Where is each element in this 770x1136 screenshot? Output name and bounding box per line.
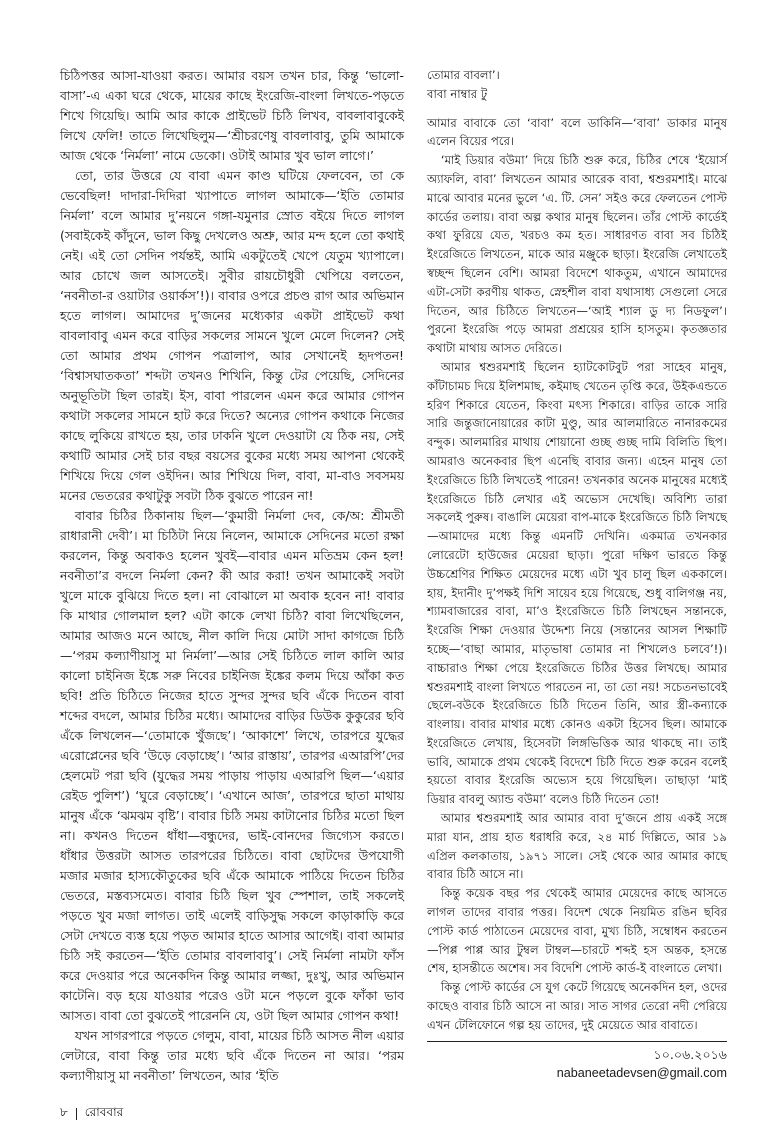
signature-line: তোমার বাবলা’। [427,68,500,82]
footer-separator [76,1108,77,1120]
section-heading: বাবা নাম্বার টু [427,86,488,101]
article-date: ১০.০৬.২০১৬ [653,1046,727,1062]
page-number: ৮ [60,1105,68,1119]
paragraph: আমার বাবাকে তো ‘বাবা’ বলে ডাকিনি—‘বাবা’ ডাকার মানুষ এলেন বিয়ের পরে। [427,115,727,149]
author-email[interactable]: nabaneetadevsen@gmail.com [556,1066,727,1081]
right-column [427,66,727,1083]
section-name: রোববার [84,1105,124,1119]
paragraph: ‘মাই ডিয়ার বউমা’ দিয়ে চিঠি শুরু করে, চিঠির শেষে ‘ইয়োর্স অ্যাফলি, বাবা’ লিখতেন আমার আরেক বাবা, শ্বশুরমশাই। মাঝে মাঝে আবার মনের ভুলে ‘এ. টি. সেন’ সইও করে ফেলতেন পোস্ট কার্ডের তলায়। বাবা অল্প কথার মানুষ ছিলেন। তাঁর পোস্ট কার্ডেই কথা ফুরিয়ে যেত, খরচও কম হত। সাধারণত বাবা সব চিঠিই ইংরেজিতে লিখতেন, মাকে আর মঞ্জুকে ছাড়া। ইংরেজি লেখাতেই স্বচ্ছন্দ ছিলেন বেশি। আমরা বিদেশে থাকতুম, এখানে আমাদের এটা-সেটা করণীয় থাকত, স্নেহশীল বাবা যথাসাধ্য সেগুলো সেরে দিতেন, আর চিঠিতে লিখতেন—‘আই শ্যাল ডু দ্য নিডফুল’। পুরনো ইংরেজি পড়ে আমরা প্রশ্রয়ের হাসি হাসতুম। কৃতজ্ঞতার কথাটা মাথায় আসত দেরিতে। [427,153,727,356]
article-meta [427,1046,727,1084]
left-column [60,66,404,1086]
paragraph: তো, তার উত্তরে যে বাবা এমন কাণ্ড ঘটিয়ে ফেলবেন, তা কে ভেবেছিল! দাদারা-দিদিরা খ্যাপাতে লাগল আমাকে—‘ইতি তোমার নির্মলা’ বলে আমার দু’নয়নে গঙ্গা-যমুনার স্রোত বইয়ে দিতে লাগল (সবাইকেই কাঁদুনে, ভাল কিছু দেখলেও অশ্রু, আর মন্দ হলে তো কথাই নেই। এই তো সেদিন পর্যন্তই, আমি একটুতেই খেপে যেতুম খ্যাপালে। আর চোখে জল আসতেই। সুবীর রায়চৌধুরী খেপিয়ে বলতেন, ‘নবনীতা-র ওয়াটার ওয়ার্কস’!)। বাবার ওপরে প্রচণ্ড রাগ আর অভিমান হতে লাগল। আমাদের দু’জনের মধ্যেকার একটা প্রাইভেট কথা বাবলাবাবু এমন করে বাড়ির সকলের সামনে খুলে মেলে দিলেন? সেই তো আমার প্রথম গোপন পত্রালাপ, আর সেখানেই হৃদপতন! ‘বিশ্বাসঘাতকতা’ শব্দটা তখনও শিখিনি, কিন্তু টের পেয়েছি, সেদিনের অনুভূতিটা ছিল তারই। ইস, বাবা পারলেন এমন করে আমার গোপন কথাটা সকলের সামনে হাট করে দিতে? অন্যের গোপন কথাকে নিজের কাছে লুকিয়ে রাখতে হয়, তার ঢাকনি খুলে দেওয়াটা যে ঠিক নয়, সেই কথাটি আমার সেই চার বছর বয়সের বুকের মধ্যে সময় আপনা থেকেই শিখিয়ে দিয়ে গেল ওইদিন। আর শিখিয়ে দিল, বাবা, মা-বাও সবসময় মনের ভেতরের কথাটুকু সবটা ঠিক বুঝতে পারেন না! [60,168,404,503]
paragraph: বাবার চিঠির ঠিকানায় ছিল—‘কুমারী নির্মলা দেব, কে/অ: শ্রীমতী রাধারানী দেবী’। মা চিঠিটা নিয়ে নিলেন, আমাকে সেদিনের মতো রক্ষা করলেন, কিন্তু অবাকও হলেন খুবই—বাবার এমন মতিভ্রম কেন হল! নবনীতা’র বদলে নির্মলা কেন? কী আর করা! তখন আমাকেই সবটা খুলে মাকে বুঝিয়ে দিতে হল। না বোঝালে মা অবাক হবেন না! বাবার কি মাথার গোলমাল হল? এটা কাকে লেখা চিঠি? বাবা লিখেছিলেন, আমার আজও মনে আছে, নীল কালি দিয়ে মোটা সাদা কাগজে চিঠি—‘পরম কল্যাণীয়াসু মা নির্মলা’—আর সেই চিঠিতে লাল কালি আর কালো চাইনিজ ইঙ্কে সরু নিবের চাইনিজ ইঙ্কের কলম দিয়ে আঁকা কত ছবি! প্রতি চিঠিতে নিজের হাতে সুন্দর সুন্দর ছবি এঁকে দিতেন বাবা শব্দের বদলে, আমার চিঠির মধ্যে। আমাদের বাড়ির ডিউক কুকুরের ছবি এঁকে লিখলেন—‘তোমাকে খুঁজছে’। ‘আকাশে’ লিখে, তারপরে যুদ্ধের এরোপ্লেনের ছবি ‘উড়ে বেড়াচ্ছে’। ‘আর রাস্তায়’, তারপর এআরপি’দের হেলমেট পরা ছবি (যুদ্ধের সময় পাড়ায় পাড়ায় এআরপি ছিল—‘এয়ার রেইড পুলিশ’) ‘ঘুরে বেড়াচ্ছে’। ‘এখানে আজ’, তারপরে ছাতা মাথায় মানুষ এঁকে ‘ঝমঝম বৃষ্টি’। বাবার চিঠি সময় কাটানোর চিঠির মতো ছিল না। কখনও দিতেন ধাঁধা—বন্ধুদের, ভাই-বোনদের জিগ্যেস করতে। ধাঁধার উত্তরটা আসত তারপরের চিঠিতে। বাবা ছোটদের উপযোগী মজার মজার হাস্যকৌতুকের ছবি এঁকে আমাকে পাঠিয়ে দিতেন চিঠির ভেতরে, মস্তব্যসমেত। বাবার চিঠি ছিল খুব স্পেশাল, তাই সকলেই পড়তে খুব মজা লাগত। তাই এলেই বাড়িসুদ্ধ সকলে কাড়াকাড়ি করে সেটা দেখতে ব্যস্ত হয়ে পড়ত আমার হাতে আসার আগেই। বাবা আমার চিঠি সই করতেন—‘ইতি তোমার বাবলাবাবু’। সেই নির্মলা নামটা ফাঁস করে দেওয়ার পরে অনেকদিন কিন্তু আমার লজ্জা, দুঃখু, আর অভিমান কাটেনি। বড় হয়ে যাওয়ার পরেও ওটা মনে পড়লে বুকে ফাঁকা ভাব আসত। বাবা তো বুঝতেই পারেননি যে, ওটা ছিল আমার গোপন কথা! [60,508,404,1023]
spacer [427,104,727,114]
paragraph: কিন্তু পোস্ট কার্ডের সে যুগ কেটে গিয়েছে অনেকদিন হল, ওদের কাছেও বাবার চিঠি আসে না আর। সাত সাগর তেরো নদী পেরিয়ে এখন টেলিফোনে গল্প হয় তাদের, দুই মেয়েতে আর বাবাতে। [427,980,727,1032]
page-footer [60,1104,123,1124]
divider [427,1041,727,1042]
paragraph: যখন সাগরপারে পড়তে গেলুম, বাবা, মায়ের চিঠি আসত নীল এয়ার লেটারে, বাবা কিন্তু তার মধ্যে ছবি এঁকে দিতেন না আর। ‘পরম কল্যাণীয়াসু মা নবনীতা’ লিখতেন, আর ‘ইতি [60,1028,404,1083]
paragraph: আমার শ্বশুরমশাই ছিলেন হ্যাটকোটবুট পরা সাহেব মানুষ, কাঁটাচামচ দিয়ে ইলিশমাছ, কইমাছ খেতেন তৃপ্তি করে, উইকএন্ডতে হরিণ শিকারে যেতেন, কিংবা মৎস্য শিকারে। বাড়ির তাকে সারি সারি জন্তুজানোয়ারের কাটা মুণ্ডু, আর আলমারিতে নানারকমের বন্দুক। আলমারির মাথায় শোয়ানো গুচ্ছ গুচ্ছ দামি বিলিতি ছিপ। আমরাও অনেকবার ছিপ এনেছি বাবার জন্য। এহেন মানুষ তো ইংরেজিতে চিঠি লিখতেই পারেন! তখনকার অনেক মানুষের মধ্যেই ইংরেজিতে চিঠি লেখার এই অভ্যেস দেখেছি। অবিশ্যি তারা সকলেই পুরুষ। বাঙালি মেয়েরা বাপ-মাকে ইংরেজিতে চিঠি লিখছে—আমাদের মধ্যে কিন্তু এমনটি দেখিনি। একমাত্র তখনকার লোরেটো হাউজের মেয়েরা ছাড়া। পুরো দক্ষিণ ভারতে কিন্তু উচ্চশ্রেণির শিক্ষিত মেয়েদের মধ্যে এটা খুব চালু ছিল এককালে। হায়, ইদানীং দু’পক্ষই দিশি সায়েব হয়ে গিয়েছে, শুধু বালিগঞ্জ নয়, শ্যামবাজারের বাবা, মা’ও ইংরেজিতে চিঠি লিখছেন সন্তানকে, ইংরেজি শিক্ষা দেওয়ার উদ্দেশ্য নিয়ে (সন্তানের আসল শিক্ষাটি হচ্ছে—‘বাছা আমার, মাতৃভাষা তোমার না শিখলেও চলবে’!)। বাচ্চারাও শিক্ষা পেয়ে ইংরেজিতে চিঠির উত্তর লিখছে। আমার শ্বশুরমশাই বাংলা লিখতে পারতেন না, তা তো নয়! সচেতনভাবেই ছেলে-বউকে ইংরেজিতে চিঠি দিতেন তিনি, আর স্ত্রী-কন্যাকে বাংলায়। বাবার মাথার মধ্যে কোনও একটা হিসেব ছিল। আমাকে ইংরেজিতে লেখায়, হিসেবটা লিঙ্গভিত্তিক আর থাকছে না। তাই ভাবি, আমাকে প্রথম থেকেই বিদেশে চিঠি দিতে শুরু করেন বলেই হয়তো বাবার ইংরেজি অভ্যেস হয়ে গিয়েছিল। তাছাড়া ‘মাই ডিয়ার বাবলু অ্যান্ড বউমা’ বলেও চিঠি দিতেন তো! [427,359,727,807]
paragraph: চিঠিপত্তর আসা-যাওয়া করত। আমার বয়স তখন চার, কিন্তু ‘ভালো-বাসা’-এ একা ঘরে থেকে, মায়ের কাছে ইংরেজি-বাংলা লিখতে-পড়তে শিখে গিয়েছি। আমি আর কাকে প্রাইভেট চিঠি লিখব, বাবলাবাবুকেই লিখে ফেলি! তাতে লিখেছিলুম—‘শ্রীচরণেষু বাবলাবাবু, তুমি আমাকে আজ থেকে ‘নির্মলা’ নামে ডেকো। ওটাই আমার খুব ভাল লাগে।’ [60,68,404,163]
paragraph: আমার শ্বশুরমশাই আর আমার বাবা দু’জনে প্রায় একই সঙ্গে মারা যান, প্রায় হাত ধরাধরি করে, ২৪ মার্চ দিল্লিতে, আর ১৯ এপ্রিল কলকাতায়, ১৯৭১ সালে। সেই থেকে আর আমার কাছে বাবার চিঠি আসে না। [427,811,727,882]
paragraph: কিন্তু কয়েক বছর পর থেকেই আমার মেয়েদের কাছে আসতে লাগল তাদের বাবার পত্তর। বিদেশ থেকে নিয়মিত রঙিন ছবির পোস্ট কার্ড পাঠাতেন মেয়েদের বাবা, মুখ্য চিঠি, সম্বোধন করতেন—পিপ্প পাপ্প আর টুম্বল টাম্বল—চারটে শব্দই হস অন্তক, হসন্তে শেষ, হাসন্তীতে অশেষ। সব বিদেশি পোস্ট কার্ড-ই বাংলাতে লেখা। [427,886,727,976]
